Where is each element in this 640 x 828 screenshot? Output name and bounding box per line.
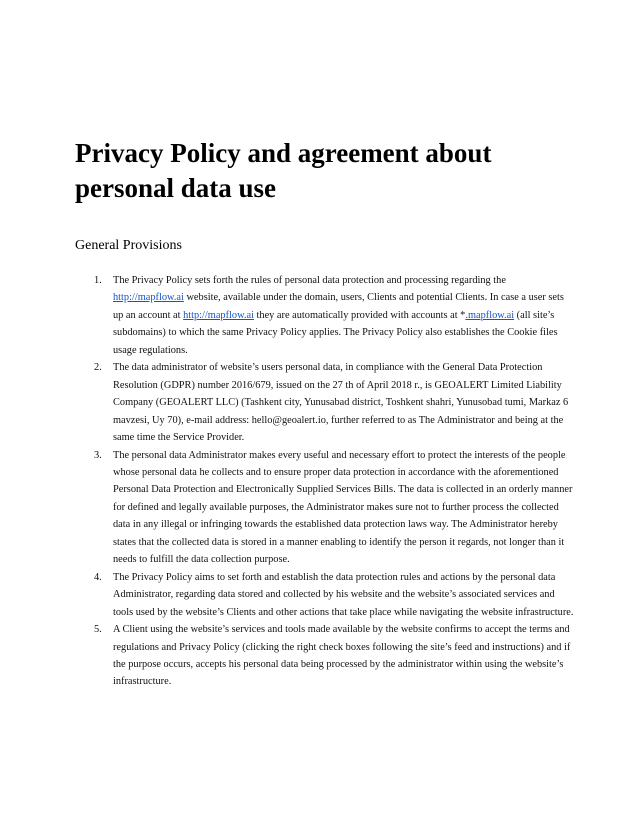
page-title: Privacy Policy and agreement about personal data use xyxy=(75,138,492,203)
list-item-text: A Client using the website’s services and tools made available by the website confirms to accept the terms and regulations and Privacy Policy (clicking the right check boxes following the site’s feed and instructions) and if the purpose occurs, accepts his personal data being processed by the administrator within using the website’s infrastructure. xyxy=(113,624,571,688)
provisions-list xyxy=(75,272,575,691)
list-item-text: (all site’s subdomains) to which the same Privacy Policy applies. The Privacy Policy also establishes the Cookie files usage regulations. xyxy=(113,309,558,356)
list-item-number: 4. xyxy=(94,571,102,583)
list-item xyxy=(75,272,575,359)
list-item-text: The Privacy Policy aims to set forth and establish the data protection rules and actions by the personal data Administrator, regarding data stored and collected by his website and the website’s associated services and tools used by the website’s Clients and other actions that take place while navigating the website infrastructure. xyxy=(113,571,574,618)
list-item-number: 1. xyxy=(94,275,102,286)
list-item xyxy=(75,621,575,691)
section-heading: General Provisions xyxy=(75,238,182,253)
list-item-text: website, available under the domain, users, Clients and potential Clients. In case a user sets up an account at xyxy=(113,292,564,321)
list-item xyxy=(75,359,575,446)
list-item-number: 2. xyxy=(94,362,102,374)
list-item xyxy=(75,447,575,569)
list-item-text: The Privacy Policy sets forth the rules of personal data protection and processing regarding the xyxy=(113,275,506,286)
subdomain-link[interactable]: .mapflow.ai xyxy=(465,309,515,321)
list-item xyxy=(75,569,575,621)
list-item-text: they are automatically provided with accounts at * xyxy=(253,309,466,321)
list-item-text: The data administrator of website’s users personal data, in compliance with the General Data Protection Resolution (GDPR) number 2016/679, issued on the 27 th of April 2018 r., is GEOALERT Limited Liability Company (GEOALERT LLC) (Tashkent city, Yunusabad district, Toshkent shahri, Yunusobad tumi, Markaz 6 mavzesi, Uy 70), e-mail address: hello@geoalert.io, further referred to as The Administrator and being at the same time the Service Provider. xyxy=(113,362,569,444)
mapflow-link[interactable]: http://mapflow.ai xyxy=(113,292,184,304)
list-item-text: The personal data Administrator makes every useful and necessary effort to protect the interests of the people whose personal data he collects and to ensure proper data protection in accordance with the aforementioned Personal Data Protection and Electronically Supplied Services Bills. The data is collected in an orderly manner for defined and legally available purposes, the Administrator makes sure not to further process the collected data in any illegal or infringing towards the established data protection laws way. The Administrator hereby states that the collected data is stored in a manner enabling to identify the person it regards, not longer than it needs to fulfill the data collection purpose. xyxy=(113,449,573,566)
mapflow-link[interactable]: http://mapflow.ai xyxy=(183,309,254,321)
list-item-number: 5. xyxy=(94,624,102,636)
list-item-number: 3. xyxy=(94,449,102,461)
